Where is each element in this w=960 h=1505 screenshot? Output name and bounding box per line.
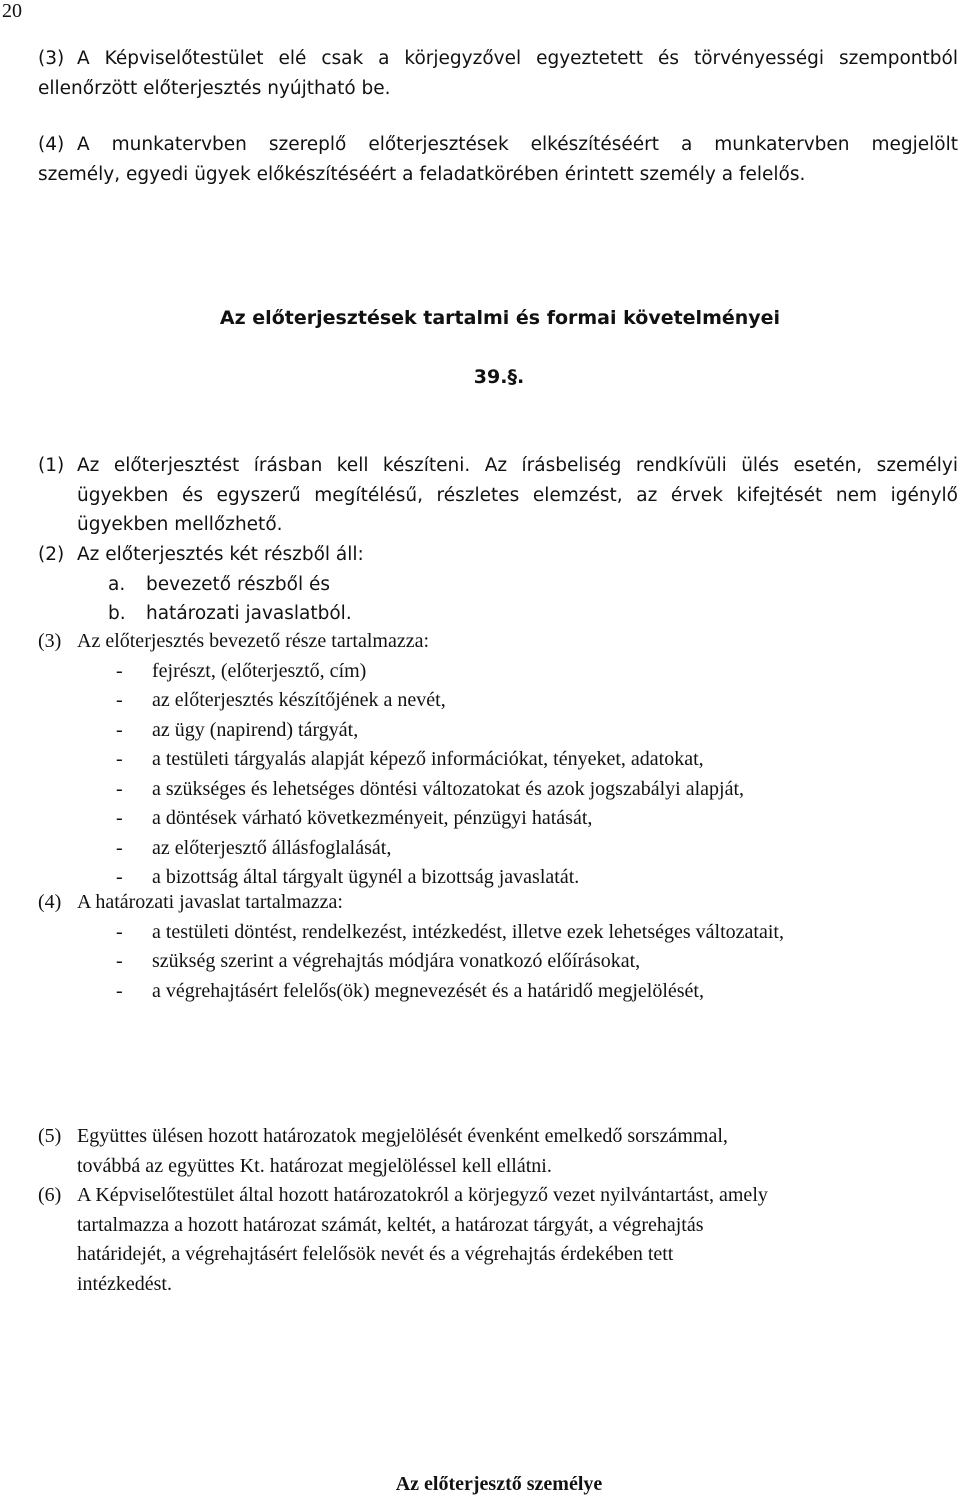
paragraph-number: (4) (38, 891, 62, 913)
dash-bullet: - (116, 807, 123, 829)
paragraph-2 (38, 540, 958, 629)
list-item (38, 775, 958, 805)
paragraph-text: A Képviselőtestület elé csak a körjegyzővel egyeztetett és törvényességi szempontból (77, 48, 958, 69)
paragraph-line (38, 451, 958, 481)
paragraph-number: (4) (38, 134, 65, 155)
paragraph-text: továbbá az együttes Kt. határozat megjelöléssel kell ellátni. (77, 1154, 552, 1177)
list-text: az ügy (napirend) tárgyát, (152, 718, 359, 741)
section-heading: Az előterjesztések tartalmi és formai követelményei (219, 307, 781, 329)
list-text: a testületi tárgyalás alapját képező információkat, tényeket, adatokat, (152, 748, 704, 770)
footer-heading: Az előterjesztő személye (395, 1473, 603, 1495)
paragraph-number: (6) (38, 1184, 62, 1206)
paragraph-text: A munkatervben szereplő előterjesztések elkészítéséért a munkatervben megjelölt (77, 134, 958, 155)
dash-bullet: - (116, 950, 123, 972)
list-text: a testületi döntést, rendelkezést, intézkedést, illetve ezek lehetséges változatait, (152, 920, 784, 943)
paragraph-text: intézkedést. (77, 1272, 172, 1295)
dash-bullet: - (116, 748, 123, 770)
paragraph-text: Az előterjesztés bevezető része tartalmazza: (77, 630, 430, 652)
section-number: 39.§. (473, 366, 525, 388)
paragraph-number: (2) (38, 544, 65, 565)
paragraph-text: ellenőrzött előterjesztés nyújtható be. (38, 77, 391, 99)
list-item (38, 716, 958, 746)
paragraph-3-top (38, 44, 958, 103)
dash-bullet: - (116, 836, 123, 859)
paragraph-6 (38, 1181, 958, 1299)
dash-bullet: - (116, 979, 123, 1002)
list-item (38, 570, 958, 600)
paragraph-line (38, 888, 958, 918)
list-text: az előterjesztés készítőjének a nevét, (152, 689, 446, 711)
paragraph-text: A Képviselőtestület által hozott határozatokról a körjegyző vezet nyilvántartást, amely (77, 1184, 768, 1206)
paragraph-line (38, 627, 958, 657)
list-label: b. (108, 603, 126, 624)
paragraph-text: Az előterjesztést írásban kell készíteni. Az írásbeliség rendkívüli ülés esetén, személyi (77, 455, 958, 476)
paragraph-line (38, 130, 958, 160)
paragraph-text: ügyekben mellőzhető. (77, 514, 283, 535)
list-text: határozati javaslatból. (146, 603, 352, 624)
dash-bullet: - (116, 920, 123, 943)
paragraph-number: (3) (38, 630, 62, 652)
paragraph-line (38, 1181, 958, 1211)
list-text: a szükséges és lehetséges döntési változatokat és azok jogszabályi alapját, (152, 777, 745, 800)
paragraph-4-top (38, 130, 958, 189)
dash-bullet: - (116, 777, 123, 800)
list-text: a végrehajtásért felelős(ök) megnevezését és a határidő megjelölését, (152, 979, 704, 1002)
list-item (38, 745, 958, 775)
paragraph-number: (5) (38, 1125, 62, 1147)
list-text: az előterjesztő állásfoglalását, (152, 836, 392, 859)
paragraph-4 (38, 888, 958, 1006)
paragraph-text: határidejét, a végrehajtásért felelősök nevét és a végrehajtás érdekében tett (77, 1243, 674, 1265)
paragraph-text: A határozati javaslat tartalmazza: (77, 891, 343, 913)
paragraph-text: Együttes ülésen hozott határozatok megjelölését évenként emelkedő sorszámmal, (77, 1125, 728, 1147)
dash-bullet: - (116, 689, 123, 711)
paragraph-text: személy, egyedi ügyek előkészítéséért a feladatkörében érintett személy a felelős. (38, 163, 806, 185)
list-item (38, 657, 958, 687)
paragraph-3 (38, 627, 958, 893)
list-item (38, 599, 958, 629)
dash-bullet: - (116, 718, 123, 741)
dash-bullet: - (116, 659, 123, 682)
paragraph-1 (38, 451, 958, 540)
list-text: fejrészt, (előterjesztő, cím) (152, 659, 367, 682)
list-item (38, 918, 958, 948)
paragraph-line (38, 44, 958, 74)
paragraph-number: (3) (38, 48, 65, 69)
list-item (38, 686, 958, 716)
paragraph-5 (38, 1122, 958, 1181)
paragraph-text: ügyekben és egyszerű megítélésű, részletes elemzést, az érvek kifejtését nem igénylő (77, 484, 958, 506)
list-item (38, 977, 958, 1007)
list-item (38, 804, 958, 834)
paragraph-number: (1) (38, 455, 65, 476)
paragraph-text: tartalmazza a hozott határozat számát, keltét, a határozat tárgyát, a végrehajtás (77, 1213, 704, 1236)
paragraph-text: Az előterjesztés két részből áll: (77, 544, 364, 565)
list-text: szükség szerint a végrehajtás módjára vonatkozó előírásokat, (152, 950, 641, 972)
page-number: 20 (2, 0, 22, 22)
list-text: bevezető részből és (146, 573, 331, 595)
list-item (38, 947, 958, 977)
dash-bullet: - (116, 866, 123, 888)
paragraph-line (38, 1122, 958, 1152)
list-item (38, 834, 958, 864)
list-text: a döntések várható következményeit, pénzügyi hatását, (152, 807, 593, 829)
list-text: a bizottság által tárgyalt ügynél a bizottság javaslatát. (152, 866, 580, 888)
paragraph-line (38, 540, 958, 570)
list-label: a. (108, 573, 126, 595)
